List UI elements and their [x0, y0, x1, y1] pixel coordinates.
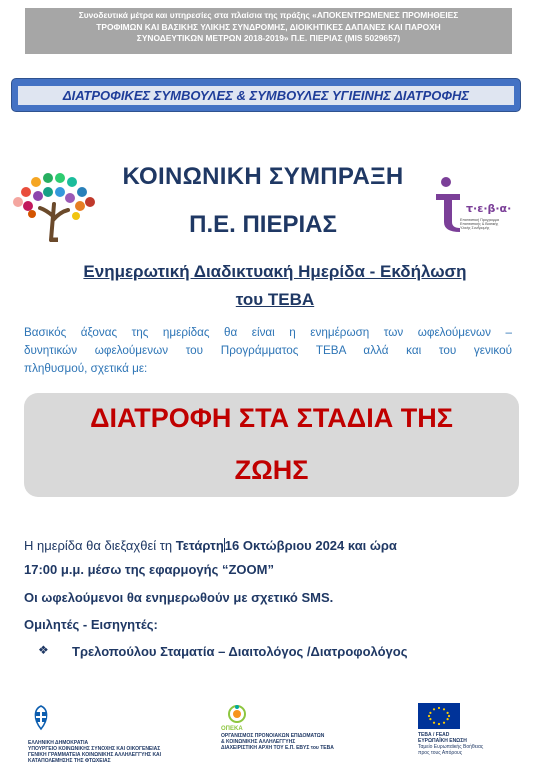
footer-opeka [221, 733, 334, 751]
footer-ministry-line-1: ΕΛΛΗΝΙΚΗ ΔΗΜΟΚΡΑΤΙΑ [28, 740, 89, 746]
footer-opeka-line-1: ΟΡΓΑΝΙΣΜΟΣ ΠΡΟΝΟΙΑΚΩΝ ΕΠΙΔΟΜΑΤΩΝ [221, 733, 325, 739]
banner-line-2: ΤΡΟΦΙΜΩΝ ΚΑΙ ΒΑΣΙΚΗΣ ΥΛΙΚΗΣ ΣΥΝΔΡΟΜΗΣ, ΔΙΟΙΚΗΤΙΚΕΣ ΔΑΠΑΝΕΣ ΚΑΙ ΠΑΡΟΧΗ [96, 21, 441, 32]
event-title-line-2: του ΤΕΒΑ [235, 290, 315, 309]
banner-line-1: Συνοδευτικά μέτρα και υπηρεσίες στα πλαίσια της πράξης «ΑΠΟΚΕΝΤΡΩΜΕΝΕΣ ΠΡΟΜΗΘΕΙΕΣ [78, 10, 459, 20]
teba-caption-line-1: Επισιτιστική Προγραμμα [460, 218, 499, 222]
speaker-name: Τρελοπούλου Σταματία – Διαιτολόγος /Διατροφολόγος [72, 644, 408, 659]
footer-ministry-line-4: ΚΑΤΑΠΟΛΕΜΗΣΗΣ ΤΗΣ ΦΤΩΧΕΙΑΣ [28, 758, 111, 764]
eu-flag-icon [418, 703, 460, 729]
footer-eu-line-4: προς τους Απόρους [418, 750, 463, 756]
teba-logo-caption [460, 218, 499, 231]
footer-ministry-line-3: ΓΕΝΙΚΗ ΓΡΑΜΜΑΤΕΙΑ ΚΟΙΝΩΝΙΚΗΣ ΑΛΛΗΛΕΓΓΥΗΣ ΚΑΙ [28, 752, 162, 758]
greek-emblem-icon [30, 705, 52, 731]
org-title-line-2: Π.Ε. ΠΙΕΡΙΑΣ [189, 211, 337, 238]
intro-paragraph [24, 324, 512, 378]
topic-title-line-1: ΔΙΑΤΡΟΦΗ ΣΤΑ ΣΤΑΔΙΑ ΤΗΣ [90, 403, 453, 433]
date-day: Τετάρτη [175, 538, 224, 553]
teba-caption-line-3: Υλικής Συνδρομής [460, 226, 490, 231]
intro-line-2: δυνητικών ωφελούμενων του Προγράμματος ΤΕΒΑ αλλά και του γενικού [24, 344, 512, 357]
teba-logo [430, 172, 525, 244]
footer-ministry [28, 740, 161, 764]
project-banner [25, 8, 512, 54]
teba-logo-word: τ·ε·β·α· [466, 202, 512, 215]
sms-line: Οι ωφελούμενοι θα ενημερωθούν με σχετικό SMS. [24, 590, 334, 605]
footer-eu [418, 732, 483, 756]
footer-eu-line-3: Ταμείο Ευρωπαϊκής Βοήθειας [418, 744, 484, 750]
date-rest: 16 Οκτώβριου 2024 και ώρα [224, 538, 397, 553]
date-prefix: Η ημερίδα θα διεξαχθεί τη [24, 538, 176, 553]
subject-title: ΔΙΑΤΡΟΦΙΚΕΣ ΣΥΜΒΟΥΛΕΣ & ΣΥΜΒΟΥΛΕΣ ΥΓΙΕΙΝΗΣ ΔΙΑΤΡΟΦΗΣ [18, 86, 514, 105]
speakers-label: Ομιλητές - Εισηγητές: [24, 617, 158, 632]
footer-eu-line-1: ΤΕΒΑ / FEAD [418, 732, 450, 738]
opeka-acronym: ΟΠΕΚΑ [221, 726, 243, 732]
tree-logo-icon [6, 170, 101, 242]
intro-line-3: πληθυσμού, σχετικά με: [24, 362, 148, 375]
bullet-icon: ❖ [38, 643, 49, 657]
intro-line-1: Βασικός άξονας της ημερίδας θα είναι η ενημέρωση των ωφελούμενων – [24, 326, 512, 339]
footer-opeka-line-2: & ΚΟΙΝΩΝΙΚΗΣ ΑΛΛΗΛΕΓΓΥΗΣ [221, 739, 296, 745]
footer-opeka-line-3: ΔΙΑΧΕΙΡΙΣΤΙΚΗ ΑΡΧΗ ΤΟΥ Ε.Π. ΕΒΥΣ του ΤΕΒΑ [221, 745, 334, 751]
date-line [24, 538, 397, 553]
teba-caption-line-2: Επισιτιστικής & Βασικής [460, 222, 499, 227]
topic-title-line-2: ΖΩΗΣ [234, 455, 309, 485]
footer-ministry-line-2: ΥΠΟΥΡΓΕΙΟ ΚΟΙΝΩΝΙΚΗΣ ΣΥΝΟΧΗΣ ΚΑΙ ΟΙΚΟΓΕΝΕΙΑΣ [28, 746, 161, 752]
subject-bar [11, 78, 521, 112]
opeka-logo-icon [226, 704, 248, 724]
banner-line-3: ΣΥΝΟΔΕΥΤΙΚΩΝ ΜΕΤΡΩΝ 2018-2019» Π.Ε. ΠΙΕΡΙΑΣ (MIS 5029657) [136, 33, 401, 43]
time-line: 17:00 μ.μ. μέσω της εφαρμογής “ZOOM” [24, 562, 274, 577]
footer-eu-line-2: ΕΥΡΩΠΑΪΚΗ ΕΝΩΣΗ [418, 738, 467, 744]
event-title-line-1: Ενημερωτική Διαδικτυακή Ημερίδα - Εκδήλωση [83, 262, 467, 281]
org-title-line-1: ΚΟΙΝΩΝΙΚΗ ΣΥΜΠΡΑΞΗ [122, 163, 404, 190]
